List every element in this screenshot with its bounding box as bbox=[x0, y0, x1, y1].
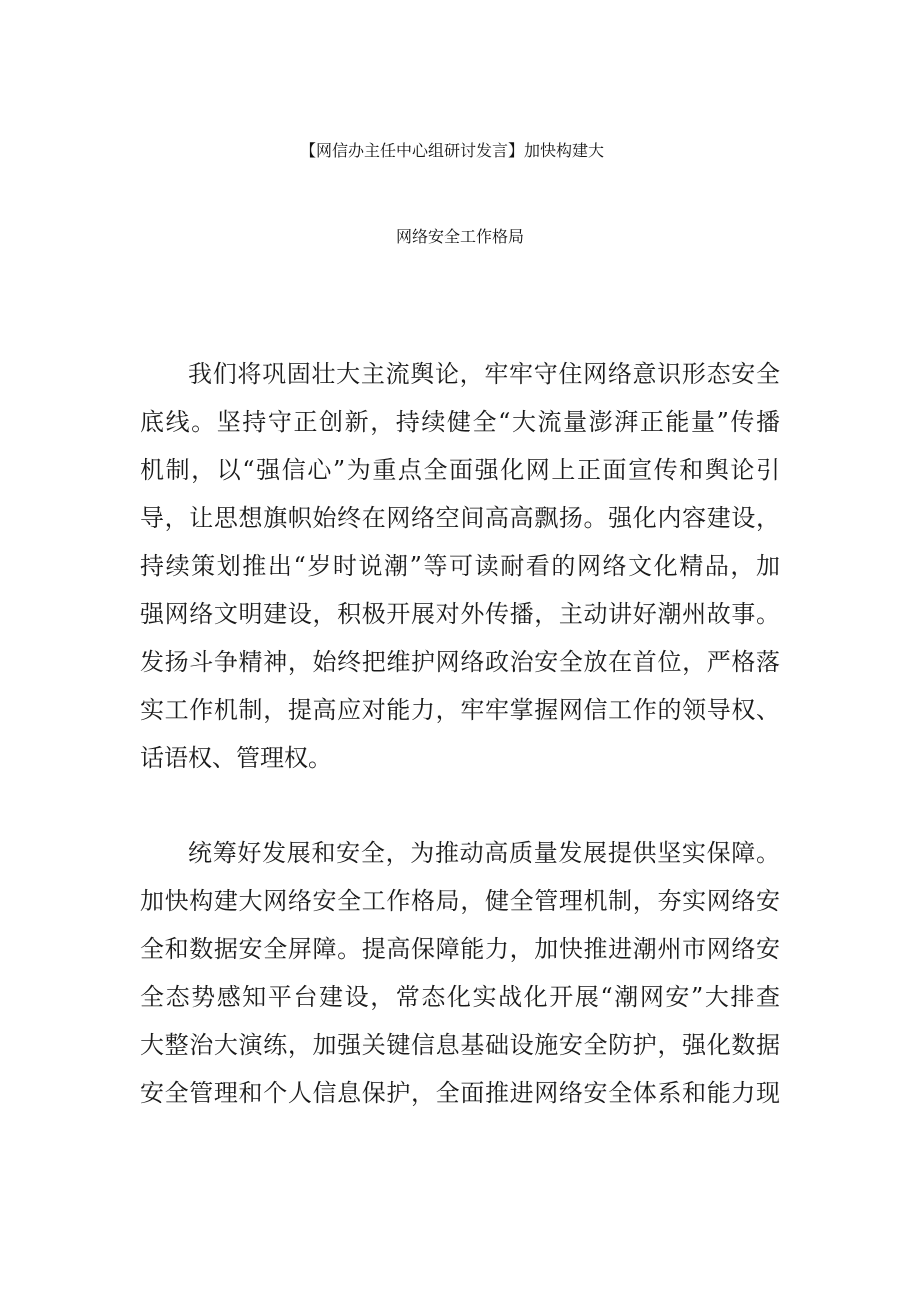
paragraph-line: 导，让思想旗帜始终在网络空间高高飘扬。强化内容建设， bbox=[140, 504, 780, 532]
paragraph-line: 大整治大演练，加强关键信息基础设施安全防护，强化数据 bbox=[140, 1031, 780, 1059]
document-title-line-2: 网络安全工作格局 bbox=[395, 227, 524, 246]
paragraph-line: 安全管理和个人信息保护，全面推进网络安全体系和能力现 bbox=[140, 1079, 780, 1107]
document-title-line-1: 【网信办主任中心组研讨发言】加快构建大 bbox=[299, 141, 604, 160]
paragraph-line: 全态势感知平台建设，常态化实战化开展“潮网安”大排查 bbox=[140, 983, 780, 1011]
paragraph-line: 我们将巩固壮大主流舆论，牢牢守住网络意识形态安全 bbox=[188, 360, 780, 388]
paragraph-line: 话语权、管理权。 bbox=[140, 744, 332, 772]
paragraph-line: 实工作机制，提高应对能力，牢牢掌握网信工作的领导权、 bbox=[140, 696, 780, 724]
paragraph-line: 发扬斗争精神，始终把维护网络政治安全放在首位，严格落 bbox=[140, 648, 780, 676]
paragraph-line: 全和数据安全屏障。提高保障能力，加快推进潮州市网络安 bbox=[140, 935, 780, 963]
paragraph-line: 持续策划推出“岁时说潮”等可读耐看的网络文化精品，加 bbox=[140, 552, 780, 580]
paragraph-line: 加快构建大网络安全工作格局，健全管理机制，夯实网络安 bbox=[140, 887, 780, 915]
paragraph-line: 机制，以“强信心”为重点全面强化网上正面宣传和舆论引 bbox=[140, 456, 780, 484]
paragraph-line: 强网络文明建设，积极开展对外传播，主动讲好潮州故事。 bbox=[140, 600, 780, 628]
paragraph-line: 底线。坚持守正创新，持续健全“大流量澎湃正能量”传播 bbox=[140, 408, 780, 436]
paragraph-line: 统筹好发展和安全，为推动高质量发展提供坚实保障。 bbox=[188, 839, 780, 867]
